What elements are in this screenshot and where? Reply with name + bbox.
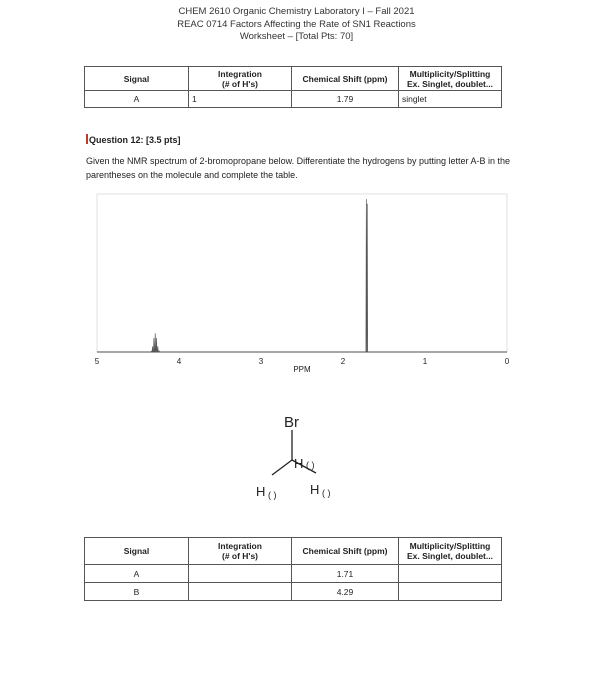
multiplicity-header: Multiplicity/Splitting Ex. Singlet, doublet... [399, 67, 502, 91]
x-tick-label: 4 [176, 357, 182, 366]
shift-cell: 4.29 [292, 583, 399, 601]
integration-answer-cell[interactable] [189, 583, 292, 601]
x-tick-label: 0 [504, 357, 510, 366]
right-methyl-h-blank[interactable]: ( ) [322, 488, 331, 498]
spectrum-trace [97, 199, 507, 352]
x-tick-label: 3 [258, 357, 264, 366]
integration-answer-cell[interactable] [189, 565, 292, 583]
x-tick-label: 1 [422, 357, 428, 366]
multiplicity-answer-cell[interactable] [399, 565, 502, 583]
shift-header: Chemical Shift (ppm) [292, 67, 399, 91]
integration-header: Integration (# of H's) [189, 67, 292, 91]
worksheet-points: Worksheet – [Total Pts: 70] [239, 31, 354, 42]
shift-cell: 1.71 [292, 565, 399, 583]
x-tick-label: 5 [94, 357, 100, 366]
signal-header: Signal [85, 538, 189, 565]
shift-cell: 1.79 [292, 91, 399, 108]
experiment-title: REAC 0714 Factors Affecting the Rate of SN1 Reactions [177, 18, 416, 30]
question-title: Question 12: [3.5 pts] [86, 134, 181, 145]
x-tick-label: 2 [340, 357, 346, 366]
x-axis-label: PPM [293, 365, 311, 374]
left-methyl-h-blank[interactable]: ( ) [268, 490, 277, 500]
course-title: CHEM 2610 Organic Chemistry Laboratory I – Fall 2021 [178, 6, 415, 17]
left-methyl-h-label: H [256, 484, 266, 499]
bromine-label: Br [284, 414, 299, 431]
signal-header: Signal [85, 67, 189, 91]
left-methyl-bond [272, 460, 292, 475]
integration-cell[interactable]: 1 [189, 91, 292, 108]
signal-cell: A [85, 565, 189, 583]
multiplicity-cell[interactable]: singlet [399, 91, 502, 108]
signal-cell: A [85, 91, 189, 108]
methine-h-label: H [294, 456, 304, 471]
integration-header: Integration (# of H's) [189, 538, 292, 565]
methine-h-blank[interactable]: ( ) [306, 460, 315, 470]
spectrum-frame [97, 194, 507, 352]
multiplicity-header: Multiplicity/Splitting Ex. Singlet, doublet... [399, 538, 502, 565]
signal-cell: B [85, 583, 189, 601]
molecule-2-bromopropane [256, 414, 331, 500]
answer-nmr-table [84, 537, 502, 601]
multiplicity-answer-cell[interactable] [399, 583, 502, 601]
right-methyl-h-label: H [310, 482, 320, 497]
question-text: Given the NMR spectrum of 2-bromopropane below. Differentiate the hydrogens by putting letter A-B in the parentheses on the molecule and complete the table. [86, 156, 511, 180]
shift-header: Chemical Shift (ppm) [292, 538, 399, 565]
